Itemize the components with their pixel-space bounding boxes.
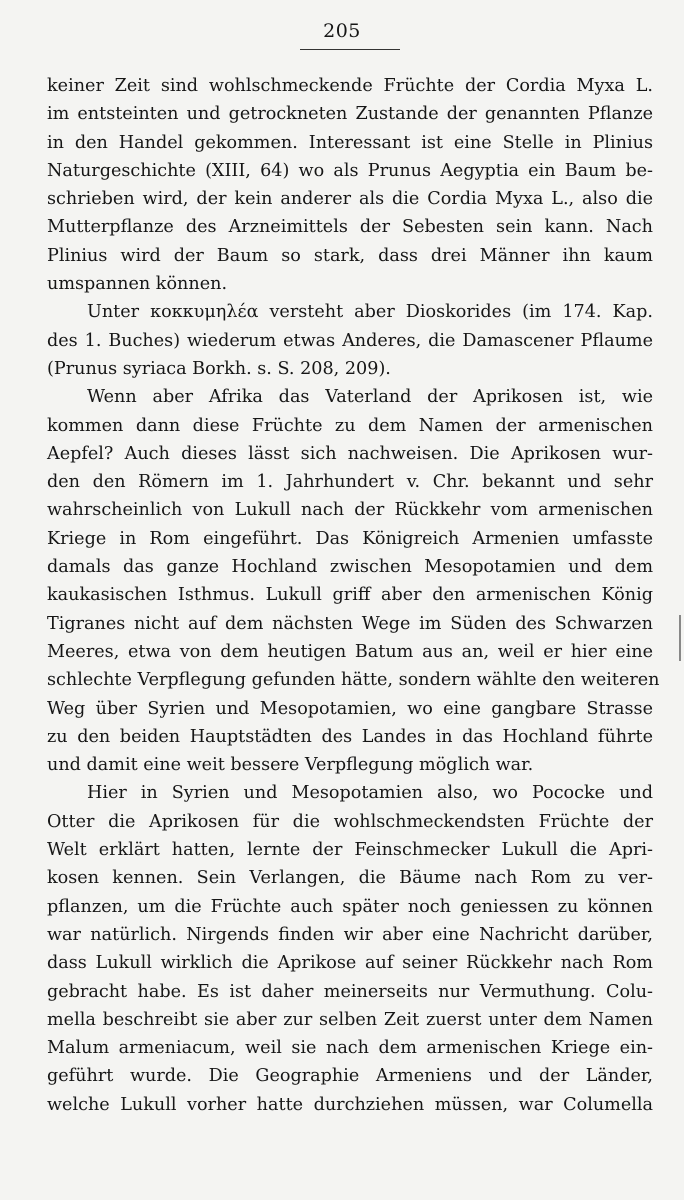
text-line: mella beschreibt sie aber zur selben Zeit zuerst unter dem Namen (47, 1009, 653, 1030)
paragraph-start-line: Unter κοκκυμηλέα versteht aber Dioskorides (im 174. Kap. (87, 302, 653, 323)
text-line: schlechte Verpflegung gefunden hätte, sondern wählte den weiteren (47, 670, 660, 691)
text-line: schrieben wird, der kein anderer als die Cordia Myxa L., also die (47, 189, 653, 210)
text-line: Tigranes nicht auf dem nächsten Wege im Süden des Schwarzen (47, 613, 653, 634)
paragraph-start-line: Wenn aber Afrika das Vaterland der Aprikosen ist, wie (87, 387, 653, 408)
text-line: pflanzen, um die Früchte auch später noch geniessen zu können (47, 896, 653, 917)
text-line: gebracht habe. Es ist daher meinerseits nur Vermuthung. Colu- (47, 981, 653, 1002)
text-line: und damit eine weit bessere Verpflegung möglich war. (47, 755, 534, 776)
text-line: umspannen können. (47, 274, 228, 295)
text-line: Otter die Aprikosen für die wohlschmeckendsten Früchte der (47, 811, 653, 832)
text-line: (Prunus syriaca Borkh. s. S. 208, 209). (47, 358, 391, 379)
text-line: Malum armeniacum, weil sie nach dem armenischen Kriege ein- (47, 1038, 653, 1059)
text-line: war natürlich. Nirgends finden wir aber eine Nachricht darüber, (47, 924, 653, 945)
text-line: kaukasischen Isthmus. Lukull griff aber den armenischen König (47, 585, 653, 606)
text-line: geführt wurde. Die Geographie Armeniens und der Länder, (47, 1066, 653, 1087)
page-number: 205 (323, 20, 361, 42)
text-line: zu den beiden Hauptstädten des Landes in das Hochland führte (47, 726, 653, 747)
text-line: damals das ganze Hochland zwischen Mesopotamien und dem (47, 557, 653, 578)
text-line: in den Handel gekommen. Interessant ist eine Stelle in Plinius (47, 132, 653, 153)
paragraph-start-line: Hier in Syrien und Mesopotamien also, wo Pococke und (87, 783, 653, 804)
text-line: kosen kennen. Sein Verlangen, die Bäume nach Rom zu ver- (47, 868, 653, 889)
page-number-rule (300, 49, 400, 50)
text-line: den den Römern im 1. Jahrhundert v. Chr. bekannt und sehr (47, 472, 653, 493)
text-line: Plinius wird der Baum so stark, dass drei Männer ihn kaum (47, 245, 653, 266)
text-line: Weg über Syrien und Mesopotamien, wo eine gangbare Strasse (47, 698, 653, 719)
text-line: kommen dann diese Früchte zu dem Namen der armenischen (47, 415, 653, 436)
text-line: im entsteinten und getrockneten Zustande der genannten Pflanze (47, 104, 653, 125)
text-line: Naturgeschichte (XIII, 64) wo als Prunus Aegyptia ein Baum be- (47, 160, 653, 181)
text-line: welche Lukull vorher hatte durchziehen müssen, war Columella (47, 1094, 653, 1115)
text-line: Aepfel? Auch dieses lässt sich nachweisen. Die Aprikosen wur- (47, 443, 653, 464)
page-edge-mark (679, 615, 681, 661)
text-line: Kriege in Rom eingeführt. Das Königreich Armenien umfasste (47, 528, 653, 549)
text-line: Mutterpflanze des Arzneimittels der Sebesten sein kann. Nach (47, 217, 653, 238)
body-text (47, 72, 660, 1119)
text-line: keiner Zeit sind wohlschmeckende Früchte der Cordia Myxa L. (47, 76, 653, 96)
text-line: Welt erklärt hatten, lernte der Feinschmecker Lukull die Apri- (47, 840, 653, 861)
text-line: Meeres, etwa von dem heutigen Batum aus an, weil er hier eine (47, 641, 653, 662)
text-line: des 1. Buches) wiederum etwas Anderes, die Damascener Pflaume (47, 330, 653, 351)
text-line: dass Lukull wirklich die Aprikose auf seiner Rückkehr nach Rom (47, 953, 653, 974)
text-line: wahrscheinlich von Lukull nach der Rückkehr vom armenischen (47, 500, 653, 521)
